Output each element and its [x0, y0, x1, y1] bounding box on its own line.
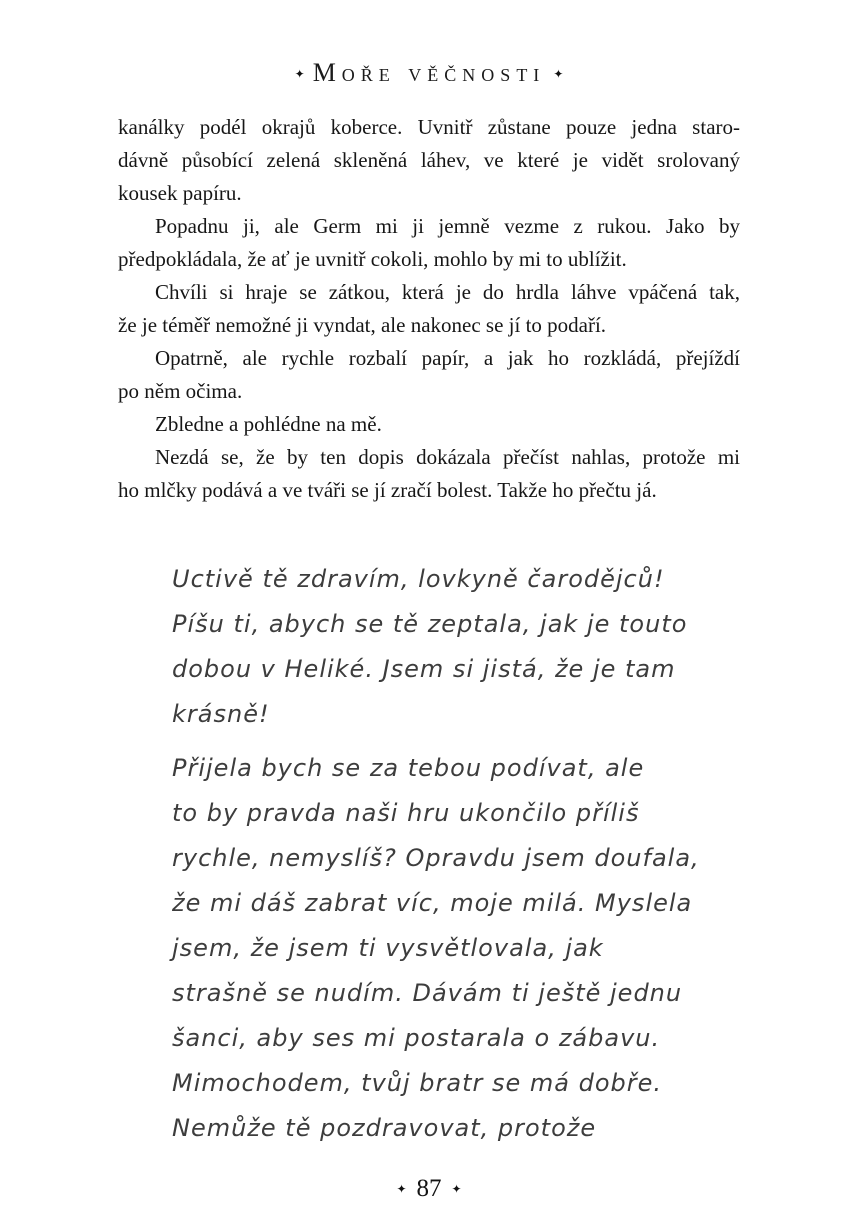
letter-line: jsem, že jsem ti vysvětlovala, jak	[172, 934, 604, 962]
body-text	[118, 111, 740, 507]
paragraph	[118, 342, 740, 408]
letter-line: to by pravda naši hru ukončilo příliš	[172, 799, 640, 827]
text-line: že je téměř nemožné ji vyndat, ale nakonec se jí to podaří.	[118, 313, 607, 337]
text-line: kanálky podél okrajů koberce. Uvnitř zůstane pouze jedna staro-	[118, 115, 740, 139]
page-footer	[118, 1175, 740, 1203]
paragraph	[118, 276, 740, 342]
ornament-diamond-icon: ✦	[294, 67, 305, 81]
letter-line: rychle, nemyslíš? Opravdu jsem doufala,	[172, 844, 700, 872]
paragraph	[118, 408, 740, 441]
letter-line: že mi dáš zabrat víc, moje milá. Myslela	[172, 889, 693, 917]
text-line: Popadnu ji, ale Germ mi ji jemně vezme z rukou. Jako by	[155, 214, 740, 238]
text-line: dávně působící zelená skleněná láhev, ve které je vidět srolovaný	[118, 148, 740, 172]
letter-paragraph	[172, 746, 740, 1151]
chapter-title: Moře věčnosti	[312, 58, 546, 87]
page-number: 87	[416, 1175, 442, 1202]
paragraph	[118, 210, 740, 276]
letter-line: Uctivě tě zdravím, lovkyně čarodějců!	[172, 565, 665, 593]
text-line: po něm očima.	[118, 379, 243, 403]
ornament-diamond-icon: ✦	[396, 1182, 407, 1196]
text-line: ho mlčky podává a ve tváři se jí zračí bolest. Takže ho přečtu já.	[118, 478, 657, 502]
letter-paragraph	[172, 557, 740, 737]
handwritten-letter	[172, 557, 740, 1151]
letter-line: strašně se nudím. Dávám ti ještě jednu	[172, 979, 683, 1007]
letter-line: dobou v Heliké. Jsem si jistá, že je tam	[172, 655, 676, 683]
running-header	[118, 58, 740, 88]
text-line: kousek papíru.	[118, 181, 242, 205]
letter-line: krásně!	[172, 700, 270, 728]
text-line: předpokládala, že ať je uvnitř cokoli, mohlo by mi to ublížit.	[118, 247, 627, 271]
letter-line: Nemůže tě pozdravovat, protože	[172, 1114, 597, 1142]
text-line: Opatrně, ale rychle rozbalí papír, a jak ho rozkládá, přejíždí	[155, 346, 740, 370]
letter-line: šanci, aby ses mi postarala o zábavu.	[172, 1024, 661, 1052]
letter-line: Mimochodem, tvůj bratr se má dobře.	[172, 1069, 663, 1097]
text-line: Chvíli si hraje se zátkou, která je do hrdla láhve vpáčená tak,	[155, 280, 740, 304]
text-line: Zbledne a pohlédne na mě.	[155, 412, 382, 436]
ornament-diamond-icon: ✦	[553, 67, 564, 81]
letter-line: Píšu ti, abych se tě zeptala, jak je touto	[172, 610, 688, 638]
paragraph	[118, 441, 740, 507]
letter-line: Přijela bych se za tebou podívat, ale	[172, 754, 645, 782]
text-line: Nezdá se, že by ten dopis dokázala přečíst nahlas, protože mi	[155, 445, 740, 469]
paragraph	[118, 111, 740, 210]
ornament-diamond-icon: ✦	[451, 1182, 462, 1196]
